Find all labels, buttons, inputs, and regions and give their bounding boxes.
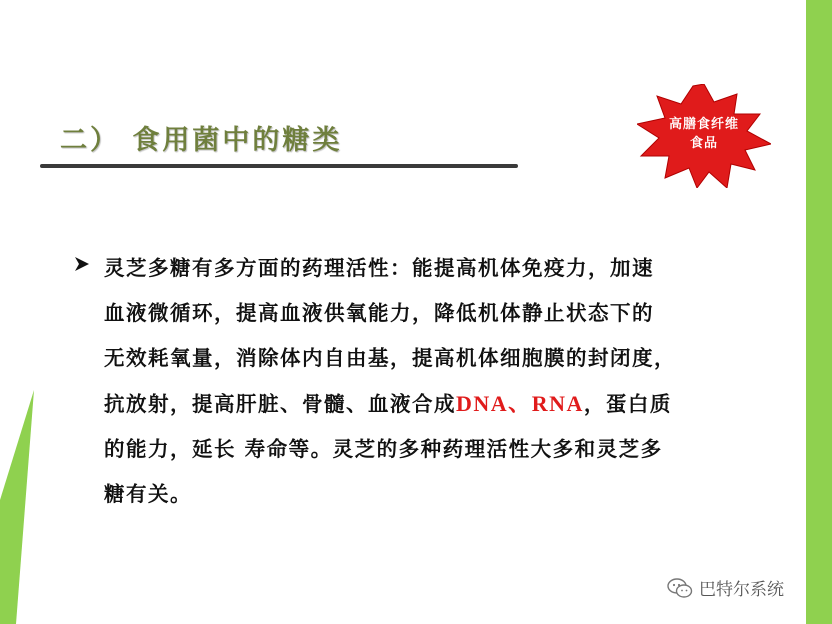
badge-text	[637, 115, 771, 153]
badge-line-2: 食品	[689, 136, 718, 151]
paragraph-line: 无效耗氧量，消除体内自由基，提高机体细胞膜的封闭度，	[104, 346, 676, 370]
high-fiber-badge	[637, 84, 771, 188]
right-green-stripe	[806, 0, 832, 624]
paragraph-line: 的能力，延长 寿命等。灵芝的多种药理活性大多和灵芝多	[104, 437, 663, 461]
paragraph-line: 灵芝多糖有多方面的药理活性：能提高机体免疫力，加速	[104, 256, 654, 280]
paragraph-line: 血液微循环，提高血液供氧能力，降低机体静止状态下的	[104, 301, 654, 325]
title-underline	[40, 164, 518, 168]
paragraph-line	[104, 381, 734, 427]
left-green-stripe	[0, 0, 40, 624]
badge-line-1: 高膳食纤维	[668, 117, 739, 132]
slide-title: 二） 食用菌中的糖类	[60, 125, 343, 156]
line-text: ，蛋白质	[583, 392, 672, 416]
arrow-bullet-icon	[72, 254, 92, 274]
paragraph-line: 糖有关。	[104, 482, 192, 506]
dna-highlight: DNA	[456, 391, 509, 416]
bullet-paragraph	[104, 246, 734, 517]
wechat-icon	[667, 577, 693, 599]
line-text: 抗放射，提高肝脏、骨髓、血液合成	[104, 392, 456, 416]
separator-highlight: 、	[508, 391, 532, 416]
watermark-text: 巴特尔系统	[699, 580, 784, 600]
watermark	[667, 575, 784, 600]
rna-highlight: RNA	[531, 391, 584, 416]
